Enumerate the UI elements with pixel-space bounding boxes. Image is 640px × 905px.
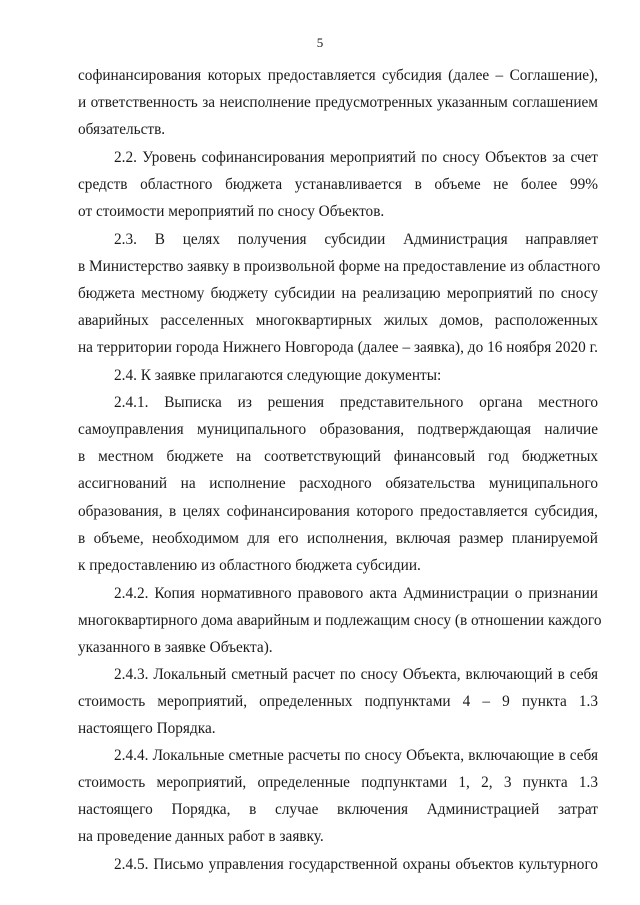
text-line: в объеме, необходимом для его исполнения, включая размер планируемой xyxy=(78,530,598,547)
text-line: настоящего Порядка. xyxy=(78,720,216,737)
text-line: образования, в целях софинансирования которого предоставляется субсидия, xyxy=(78,503,598,520)
text-line: ассигнований на исполнение расходного обязательства муниципального xyxy=(78,475,598,492)
text-line: от стоимости мероприятий по сносу Объектов. xyxy=(78,203,385,220)
text-line: 2.4. К заявке прилагаются следующие документы: xyxy=(114,367,442,384)
text-line: стоимость мероприятий, определенных подпунктами 4 – 9 пункта 1.3 xyxy=(78,693,598,710)
text-line: 2.4.2. Копия нормативного правового акта Администрации о признании xyxy=(114,585,598,602)
text-line: средств областного бюджета устанавливается в объеме не более 99% xyxy=(78,176,598,193)
text-line: на проведение данных работ в заявку. xyxy=(78,828,324,845)
text-line: указанного в заявке Объекта). xyxy=(78,639,273,656)
text-line: и ответственность за неисполнение предусмотренных указанным соглашением xyxy=(78,94,598,111)
text-line: многоквартирного дома аварийным и подлежащим сносу (в отношении каждого xyxy=(78,612,602,629)
text-line: самоуправления муниципального образования, подтверждающая наличие xyxy=(78,421,598,438)
text-line: в местном бюджете на соответствующий финансовый год бюджетных xyxy=(78,448,598,465)
text-line: бюджета местному бюджету субсидии на реализацию мероприятий по сносу xyxy=(78,285,598,302)
text-line: в Министерство заявку в произвольной форме на предоставление из областного xyxy=(78,258,601,275)
text-line: обязательств. xyxy=(78,121,166,138)
text-line: 2.3. В целях получения субсидии Администрация направляет xyxy=(114,231,598,248)
text-line: 2.2. Уровень софинансирования мероприятий по сносу Объектов за счет xyxy=(114,149,598,166)
text-line: 2.4.4. Локальные сметные расчеты по сносу Объекта, включающие в себя xyxy=(114,747,598,764)
text-line: аварийных расселенных многоквартирных жилых домов, расположенных xyxy=(78,312,598,329)
text-line: на территории города Нижнего Новгорода (далее – заявка), до 16 ноября 2020 г. xyxy=(78,339,598,356)
text-line: 2.4.1. Выписка из решения представительного органа местного xyxy=(114,394,598,411)
text-line: 2.4.5. Письмо управления государственной охраны объектов культурного xyxy=(114,856,598,873)
text-line: настоящего Порядка, в случае включения Администрацией затрат xyxy=(78,801,598,818)
text-line: 2.4.3. Локальный сметный расчет по сносу Объекта, включающий в себя xyxy=(114,666,598,683)
text-line: софинансирования которых предоставляется субсидия (далее – Соглашение), xyxy=(78,67,598,84)
text-line: стоимость мероприятий, определенные подпунктами 1, 2, 3 пункта 1.3 xyxy=(78,774,598,791)
text-line: к предоставлению из областного бюджета субсидии. xyxy=(78,557,421,574)
page-number: 5 xyxy=(316,35,324,50)
